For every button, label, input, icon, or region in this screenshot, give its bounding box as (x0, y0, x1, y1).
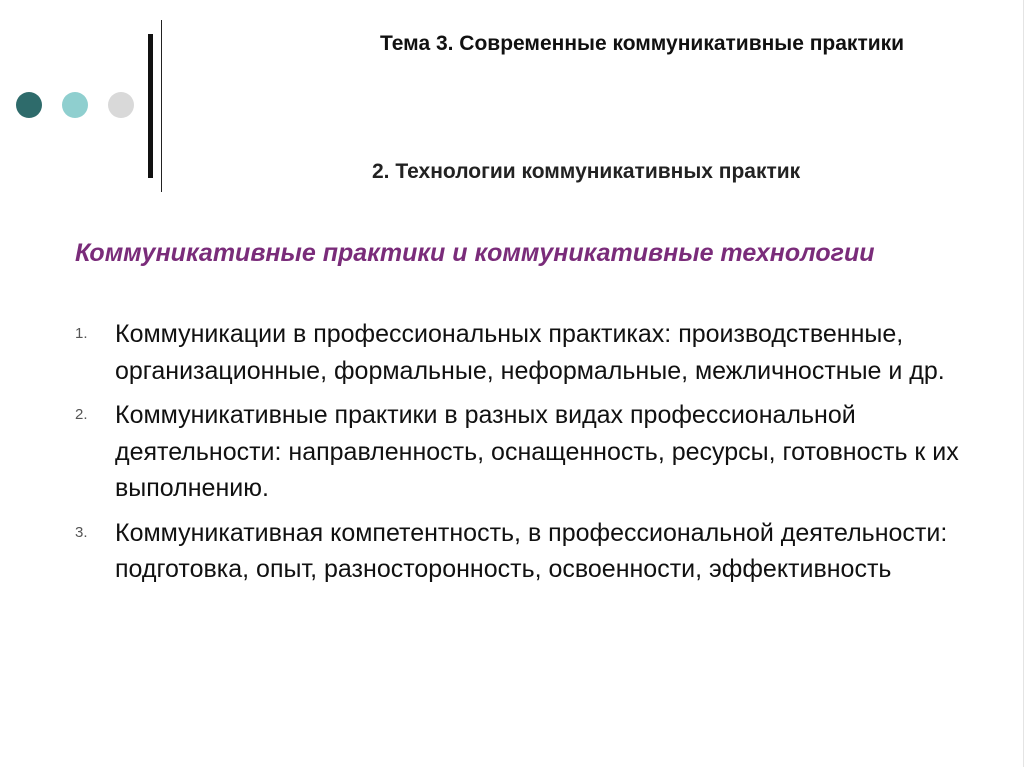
list-item-text: Коммуникативная компетентность, в профессиональной деятельности: подготовка, опыт, разносторонность, освоенности, эффективность (115, 518, 948, 583)
decorative-dots (16, 92, 134, 118)
list-item-text: Коммуникативные практики в разных видах профессиональной деятельности: направленность, оснащенность, ресурсы, готовность к их выполнению. (115, 401, 959, 502)
slide-topic-title: Тема 3. Современные коммуникативные практики (380, 32, 905, 55)
list-item-number: 3. (75, 523, 88, 541)
slide-subtopic-title: 2. Технологии коммуникативных практик (372, 160, 801, 183)
list-item (75, 515, 975, 588)
list-item-number: 1. (75, 325, 88, 342)
list-item-number: 2. (75, 406, 88, 423)
list-item (75, 397, 975, 507)
dot-teal-icon (62, 92, 88, 118)
content-heading: Коммуникативные практики и коммуникативные технологии (75, 239, 875, 267)
dot-gray-icon (108, 92, 134, 118)
list-item (75, 316, 975, 389)
divider-bar-thick (148, 34, 153, 178)
numbered-list (75, 316, 975, 596)
dot-dark-icon (16, 92, 42, 118)
divider-bar-thin (161, 20, 162, 192)
list-item-text: Коммуникации в профессиональных практиках: производственные, организационные, формальные, неформальные, межличностные и др. (115, 320, 945, 385)
